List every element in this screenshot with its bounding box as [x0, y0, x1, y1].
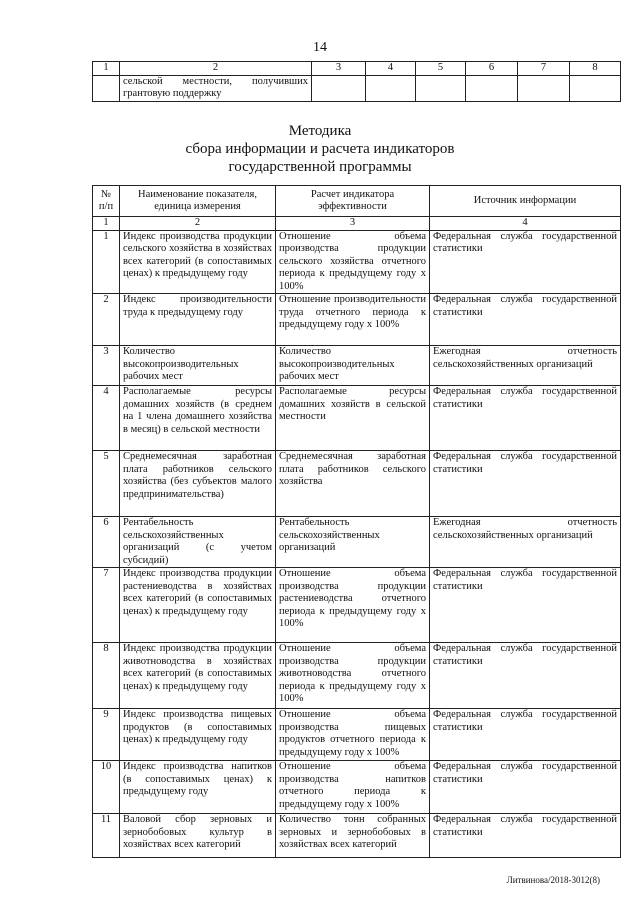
table-row	[93, 643, 621, 709]
indicators-table	[92, 185, 621, 858]
indicator-name: Валовой сбор зерновых и зернобобовых культур в хозяйствах всех категорий	[120, 814, 276, 858]
table-row	[93, 386, 621, 451]
col-number: 3	[312, 62, 366, 76]
col-number: 1	[93, 62, 120, 76]
indicator-name: Индекс производительности труда к предыдущему году	[120, 294, 276, 346]
header-cell: Наименование показателя, единица измерения	[120, 186, 276, 217]
indicator-calculation: Отношение объема производства напитков отчетного периода к предыдущему году x 100%	[276, 761, 430, 814]
indicator-name: Располагаемые ресурсы домашних хозяйств (в среднем на 1 члена домашнего хозяйства в месяц) в сельской местности	[120, 386, 276, 451]
col-number: 5	[416, 62, 466, 76]
cell	[466, 75, 518, 101]
row-number: 9	[93, 709, 120, 761]
col-number: 4	[366, 62, 416, 76]
indicator-name: Индекс производства напитков (в сопоставимых ценах) к предыдущему году	[120, 761, 276, 814]
table-row	[93, 709, 621, 761]
col-number: 2	[120, 62, 312, 76]
table-header-row	[93, 186, 621, 217]
header-number: 1	[93, 217, 120, 231]
cell	[518, 75, 570, 101]
indicator-name: Среднемесячная заработная плата работников сельского хозяйства (без субъектов малого предпринимательства)	[120, 451, 276, 517]
continuation-row	[93, 75, 621, 101]
indicator-name: Индекс производства продукции сельского хозяйства в хозяйствах всех категорий (в сопоставимых ценах) к предыдущему году	[120, 230, 276, 294]
document-title: Методика	[288, 123, 352, 139]
indicator-calculation: Отношение производительности труда отчетного периода к предыдущему году x 100%	[276, 294, 430, 346]
indicator-name: Рентабельность сельскохозяйственных организаций (с учетом субсидий)	[120, 517, 276, 568]
col-number: 8	[570, 62, 621, 76]
indicator-source: Федеральная служба государственной статистики	[430, 230, 621, 294]
continuation-header-row	[93, 62, 621, 76]
header-cell: Расчет индикатора эффективности	[276, 186, 430, 217]
header-cell: № п/п	[93, 186, 120, 217]
indicator-source: Федеральная служба государственной статистики	[430, 761, 621, 814]
indicator-calculation: Располагаемые ресурсы домашних хозяйств в сельской местности	[276, 386, 430, 451]
indicator-name: Индекс производства пищевых продуктов (в сопоставимых ценах) к предыдущему году	[120, 709, 276, 761]
row-number: 3	[93, 346, 120, 386]
table-row	[93, 230, 621, 294]
indicator-calculation: Отношение объема производства пищевых продуктов отчетного периода к предыдущему году x 100%	[276, 709, 430, 761]
table-row	[93, 761, 621, 814]
table-row	[93, 814, 621, 858]
indicator-calculation: Количество высокопроизводительных рабочих мест	[276, 346, 430, 386]
page-number: 14	[313, 40, 327, 55]
table-row	[93, 568, 621, 643]
indicator-name: Количество высокопроизводительных рабочих мест	[120, 346, 276, 386]
row-number: 1	[93, 230, 120, 294]
col-number: 7	[518, 62, 570, 76]
table-row	[93, 517, 621, 568]
indicator-source: Ежегодная отчетность сельскохозяйственных организаций	[430, 346, 621, 386]
document-subtitle: государственной программы	[228, 159, 412, 175]
indicator-name: Индекс производства продукции животноводства в хозяйствах всех категорий (в сопоставимых ценах) к предыдущему году	[120, 643, 276, 709]
indicator-source: Федеральная служба государственной статистики	[430, 294, 621, 346]
document-subtitle: сбора информации и расчета индикаторов	[185, 141, 455, 157]
header-cell: Источник информации	[430, 186, 621, 217]
document-code: Литвинова/2018-3012(8)	[506, 875, 600, 885]
cell	[570, 75, 621, 101]
col-number: 6	[466, 62, 518, 76]
indicator-source: Федеральная служба государственной статистики	[430, 568, 621, 643]
row-number: 4	[93, 386, 120, 451]
table-row	[93, 346, 621, 386]
cell	[93, 75, 120, 101]
table-row	[93, 294, 621, 346]
row-number: 11	[93, 814, 120, 858]
cell	[366, 75, 416, 101]
indicator-source: Ежегодная отчетность сельскохозяйственных организаций	[430, 517, 621, 568]
indicator-calculation: Рентабельность сельскохозяйственных организаций	[276, 517, 430, 568]
indicator-source: Федеральная служба государственной статистики	[430, 814, 621, 858]
header-number: 4	[430, 217, 621, 231]
indicator-source: Федеральная служба государственной статистики	[430, 643, 621, 709]
indicator-name: Индекс производства продукции растениеводства в хозяйствах всех категорий (в сопоставимых ценах) к предыдущему году	[120, 568, 276, 643]
table-row	[93, 451, 621, 517]
indicator-calculation: Отношение объема производства продукции сельского хозяйства отчетного периода к предыдущему году x 100%	[276, 230, 430, 294]
cell	[312, 75, 366, 101]
indicator-calculation: Среднемесячная заработная плата работников сельского хозяйства	[276, 451, 430, 517]
indicator-source: Федеральная служба государственной статистики	[430, 451, 621, 517]
cell	[416, 75, 466, 101]
indicator-calculation: Отношение объема производства продукции животноводства отчетного периода к предыдущему году x 100%	[276, 643, 430, 709]
header-number: 3	[276, 217, 430, 231]
row-number: 6	[93, 517, 120, 568]
row-number: 10	[93, 761, 120, 814]
indicator-source: Федеральная служба государственной статистики	[430, 386, 621, 451]
row-number: 8	[93, 643, 120, 709]
indicator-source: Федеральная служба государственной статистики	[430, 709, 621, 761]
row-number: 7	[93, 568, 120, 643]
row-number: 5	[93, 451, 120, 517]
table-number-row	[93, 217, 621, 231]
indicator-calculation: Количество тонн собранных зерновых и зернобобовых в хозяйствах всех категорий	[276, 814, 430, 858]
row-number: 2	[93, 294, 120, 346]
continuation-table	[92, 61, 621, 102]
continuation-row-text: сельской местности, получивших грантовую поддержку	[120, 75, 312, 101]
header-number: 2	[120, 217, 276, 231]
indicator-calculation: Отношение объема производства продукции растениеводства отчетного периода к предыдущему году x 100%	[276, 568, 430, 643]
